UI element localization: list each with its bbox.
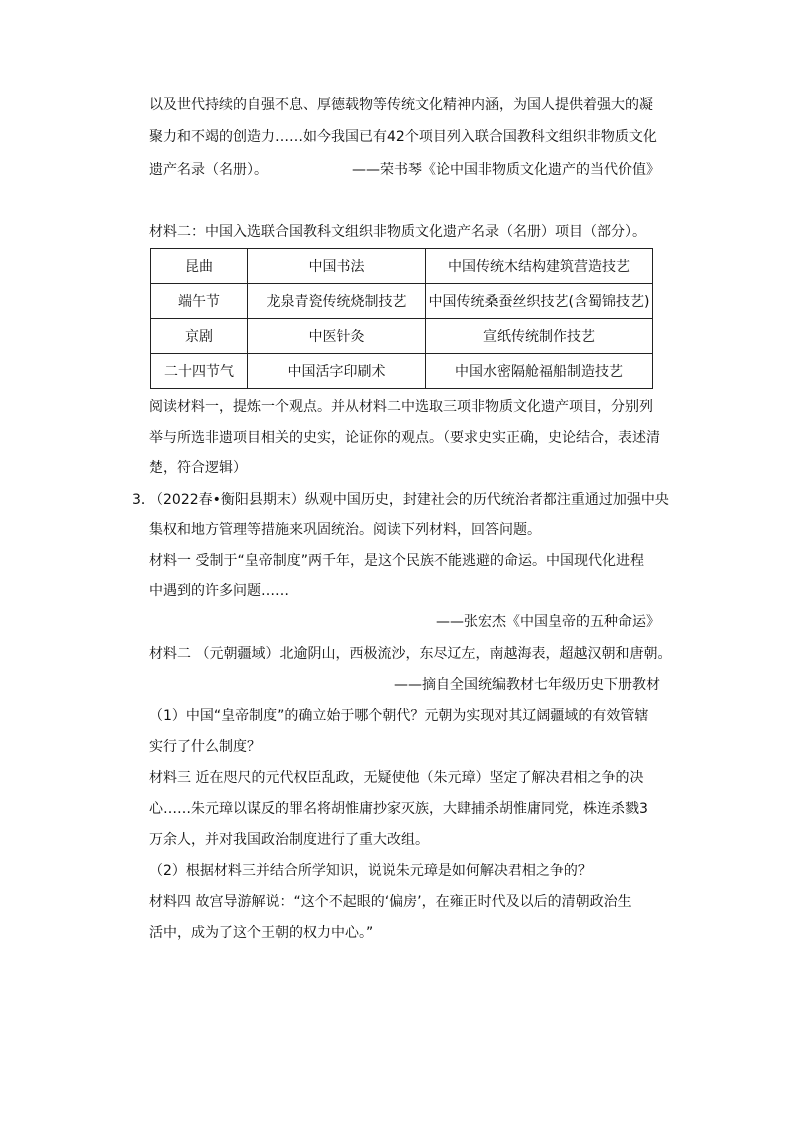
table-cell: 二十四节气 <box>151 354 248 389</box>
table-cell: 宣纸传统制作技艺 <box>426 319 653 354</box>
q3-material1-line-2: 中遇到的许多问题…… <box>149 583 289 599</box>
heritage-table <box>150 248 653 389</box>
table-cell: 中国传统桑蚕丝织技艺(含蜀锦技艺) <box>426 284 653 319</box>
table-cell: 中国活字印刷术 <box>248 354 426 389</box>
sub-question-1-line-2: 实行了什么制度？ <box>149 739 261 755</box>
table-row <box>151 284 653 319</box>
table-cell: 中国水密隔舱福船制造技艺 <box>426 354 653 389</box>
question-number: 3． <box>132 492 155 508</box>
material2-intro: 材料二：中国入选联合国教科文组织非物质文化遗产名录（名册）项目（部分）。 <box>149 224 646 240</box>
material1-line-1: 以及世代持续的自强不息、厚德载物等传统文化精神内涵，为国人提供着强大的凝 <box>149 97 653 113</box>
table-cell: 京剧 <box>151 319 248 354</box>
table-cell: 昆曲 <box>151 249 248 284</box>
q3-material3-line-3: 万余人，并对我国政治制度进行了重大改组。 <box>149 832 429 848</box>
material1-line-3: 遗产名录（名册）。 <box>149 162 268 178</box>
task-line-1: 阅读材料一，提炼一个观点。并从材料二中选取三项非物质文化遗产项目，分别列 <box>149 399 653 415</box>
q3-material2-line: 材料二 （元朝疆域）北逾阴山，西极流沙，东尽辽左，南越海表，超越汉朝和唐朝。 <box>149 646 672 662</box>
q3-material3-line-2: 心……朱元璋以谋反的罪名将胡惟庸抄家灭族，大肆捕杀胡惟庸同党，株连杀戮3 <box>149 801 648 817</box>
material1-line-2: 聚力和不竭的创造力……如今我国已有42个项目列入联合国教科文组织非物质文化 <box>149 129 657 145</box>
q3-material1-line-1: 材料一 受制于“皇帝制度”两千年，是这个民族不能逃避的命运。中国现代化进程 <box>149 553 644 569</box>
sub-question-1-line-1: （1）中国“皇帝制度”的确立始于哪个朝代？元朝为实现对其辽阔疆域的有效管辖 <box>149 708 649 724</box>
q3-material4-line-1: 材料四 故宫导游解说：“这个不起眼的‘偏房’，在雍正时代及以后的清朝政治生 <box>149 894 632 910</box>
q3-material4-line-2: 活中，成为了这个王朝的权力中心。” <box>149 925 374 941</box>
question3-stem-line-2: 集权和地方管理等措施来巩固统治。阅读下列材料，回答问题。 <box>149 522 541 538</box>
q3-material2-source: ——摘自全国统编教材七年级历史下册教材 <box>394 677 660 693</box>
table-cell: 中国传统木结构建筑营造技艺 <box>426 249 653 284</box>
task-line-2: 举与所选非遗项目相关的史实，论证你的观点。（要求史实正确，史论结合，表述清 <box>149 430 660 446</box>
q3-material3-line-1: 材料三 近在咫尺的元代权臣乱政，无疑使他（朱元璋）坚定了解决君相之争的决 <box>149 770 644 786</box>
q3-material1-source: ——张宏杰《中国皇帝的五种命运》 <box>436 614 660 630</box>
question3-stem-line-1: （2022春•衡阳县期末）纵观中国历史，封建社会的历代统治者都注重通过加强中央 <box>149 492 669 508</box>
task-line-3: 楚，符合逻辑） <box>149 460 247 476</box>
table-row <box>151 319 653 354</box>
table-cell: 中国书法 <box>248 249 426 284</box>
table-row <box>151 249 653 284</box>
sub-question-2-line: （2）根据材料三并结合所学知识，说说朱元璋是如何解决君相之争的？ <box>149 863 592 879</box>
table-row <box>151 354 653 389</box>
table-cell: 龙泉青瓷传统烧制技艺 <box>248 284 426 319</box>
material1-source: ——荣书琴《论中国非物质文化遗产的当代价值》 <box>352 162 660 178</box>
table-cell: 端午节 <box>151 284 248 319</box>
table-cell: 中医针灸 <box>248 319 426 354</box>
